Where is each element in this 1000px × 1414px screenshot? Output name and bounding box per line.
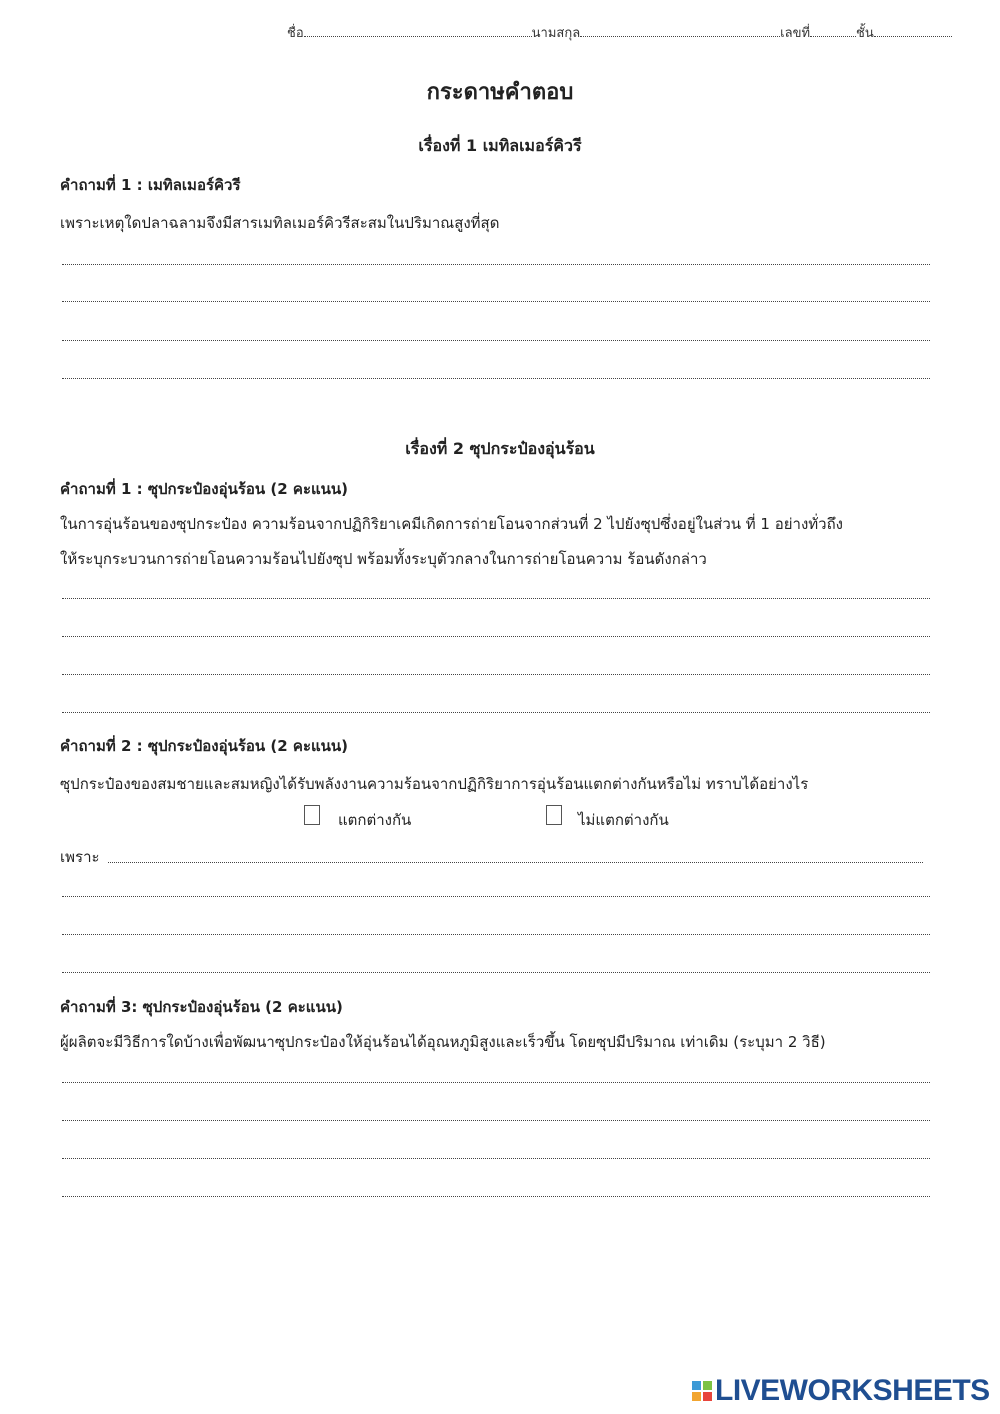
topic2-q3-title: คำถามที่ 3: ซุปกระป๋องอุ่นร้อน (2 คะแนน) <box>60 998 343 1016</box>
topic1-q1-text: เพราะเหตุใดปลาฉลามจึงมีสารเมทิลเมอร์คิวรีสะสมในปริมาณสูงที่สุด <box>60 214 500 232</box>
class-label: ชั้น <box>856 26 874 41</box>
answer-line[interactable] <box>62 674 930 675</box>
answer-line[interactable] <box>62 378 930 379</box>
topic2-title: เรื่องที่ 2 ซุปกระป๋องอุ่นร้อน <box>405 439 595 458</box>
answer-line[interactable] <box>62 896 930 897</box>
liveworksheets-logo <box>692 1374 990 1408</box>
topic2-q3-text: ผู้ผลิตจะมีวิธีการใดบ้างเพื่อพัฒนาซุปกระป๋องให้อุ่นร้อนได้อุณหภูมิสูงและเร็วขึ้น โดยซุปมีปริมาณ เท่าเดิม (ระบุมา 2 วิธี) <box>60 1033 826 1051</box>
answer-line[interactable] <box>62 1196 930 1197</box>
answer-line[interactable] <box>62 598 930 599</box>
class-field[interactable] <box>874 24 952 37</box>
page-title: กระดาษคำตอบ <box>426 80 574 105</box>
surname-field[interactable] <box>580 24 780 37</box>
number-label: เลขที่ <box>780 26 811 41</box>
option-not-different-label: ไม่แตกต่างกัน <box>578 811 669 829</box>
answer-line[interactable] <box>62 1120 930 1121</box>
student-info-header <box>287 22 952 43</box>
answer-line[interactable] <box>62 340 930 341</box>
topic2-q1-title: คำถามที่ 1 : ซุปกระป๋องอุ่นร้อน (2 คะแนน) <box>60 480 349 498</box>
topic2-q1-text-line2: ให้ระบุกระบวนการถ่ายโอนความร้อนไปยังซุป พร้อมทั้งระบุตัวกลางในการถ่ายโอนความ ร้อนดังกล่าว <box>60 550 707 568</box>
topic2-q1-text-line1: ในการอุ่นร้อนของซุปกระป๋อง ความร้อนจากปฏิกิริยาเคมีเกิดการถ่ายโอนจากส่วนที่ 2 ไปยังซุปซึ่งอยู่ในส่วน ที่ 1 อย่างทั่วถึง <box>60 515 844 533</box>
name-field[interactable] <box>304 24 532 37</box>
option-different-checkbox[interactable] <box>304 805 320 825</box>
answer-line[interactable] <box>62 636 930 637</box>
answer-line[interactable] <box>62 1082 930 1083</box>
logo-text: LIVEWORKSHEETS <box>715 1374 990 1407</box>
number-field[interactable] <box>810 24 856 37</box>
topic1-title: เรื่องที่ 1 เมทิลเมอร์คิวรี <box>418 136 582 155</box>
because-answer-line[interactable] <box>108 862 923 863</box>
answer-line[interactable] <box>62 972 930 973</box>
topic2-q2-title: คำถามที่ 2 : ซุปกระป๋องอุ่นร้อน (2 คะแนน) <box>60 737 349 755</box>
answer-line[interactable] <box>62 712 930 713</box>
name-label: ชื่อ <box>287 26 304 41</box>
answer-line[interactable] <box>62 934 930 935</box>
option-not-different-checkbox[interactable] <box>546 805 562 825</box>
logo-blocks-icon <box>692 1381 712 1401</box>
answer-line[interactable] <box>62 264 930 265</box>
topic1-q1-title: คำถามที่ 1 : เมทิลเมอร์คิวรี <box>60 176 241 194</box>
option-different-label: แตกต่างกัน <box>338 811 412 829</box>
because-label: เพราะ <box>60 848 100 866</box>
answer-line[interactable] <box>62 1158 930 1159</box>
topic2-q2-text: ซุปกระป๋องของสมชายและสมหญิงได้รับพลังงานความร้อนจากปฏิกิริยาการอุ่นร้อนแตกต่างกันหรือไม่ ทราบได้อย่างไร <box>60 775 809 793</box>
answer-line[interactable] <box>62 301 930 302</box>
surname-label: นามสกุล <box>531 26 581 41</box>
